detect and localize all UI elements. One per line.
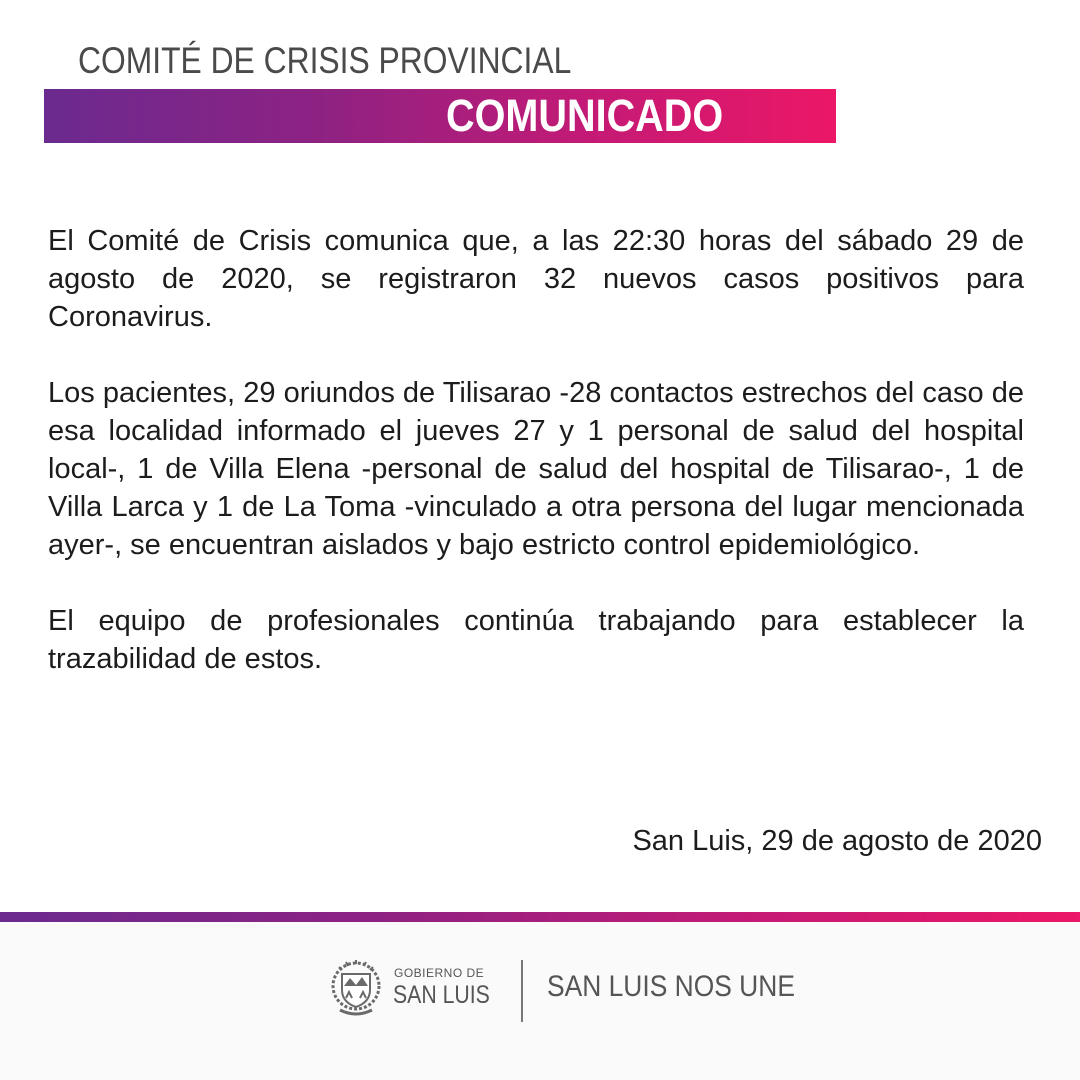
footer-divider (521, 960, 523, 1022)
banner-label: COMUNICADO (446, 90, 724, 141)
header-title: COMITÉ DE CRISIS PROVINCIAL (78, 40, 572, 81)
slogan: SAN LUIS NOS UNE (547, 970, 795, 1003)
paragraph-2: Los pacientes, 29 oriundos de Tilisarao -28 contactos estrechos del caso de esa localidad informado el jueves 27 y 1 personal de salud del hospital local-, 1 de Villa Elena -personal de salud del hospital de Tilisarao-, 1 de Villa Larca y 1 de La Toma -vinculado a otra persona del lugar mencionada ayer-, se encuentran aislados y bajo estricto control epidemiológico. (48, 377, 1024, 561)
signature-date: San Luis, 29 de agosto de 2020 (632, 825, 1042, 857)
provincial-crest-icon (330, 960, 382, 1020)
paragraph-3: El equipo de profesionales continúa trabajando para establecer la trazabilidad de estos. (48, 605, 1024, 675)
gov-line-1: GOBIERNO DE (394, 966, 485, 980)
announcement-body (48, 222, 1024, 716)
footer-gradient-stripe (0, 912, 1080, 922)
footer-band (0, 922, 1080, 1080)
paragraph-1: El Comité de Crisis comunica que, a las 22:30 horas del sábado 29 de agosto de 2020, se registraron 32 nuevos casos positivos para Coronavirus. (48, 225, 1024, 333)
gov-line-2: SAN LUIS (393, 981, 490, 1009)
